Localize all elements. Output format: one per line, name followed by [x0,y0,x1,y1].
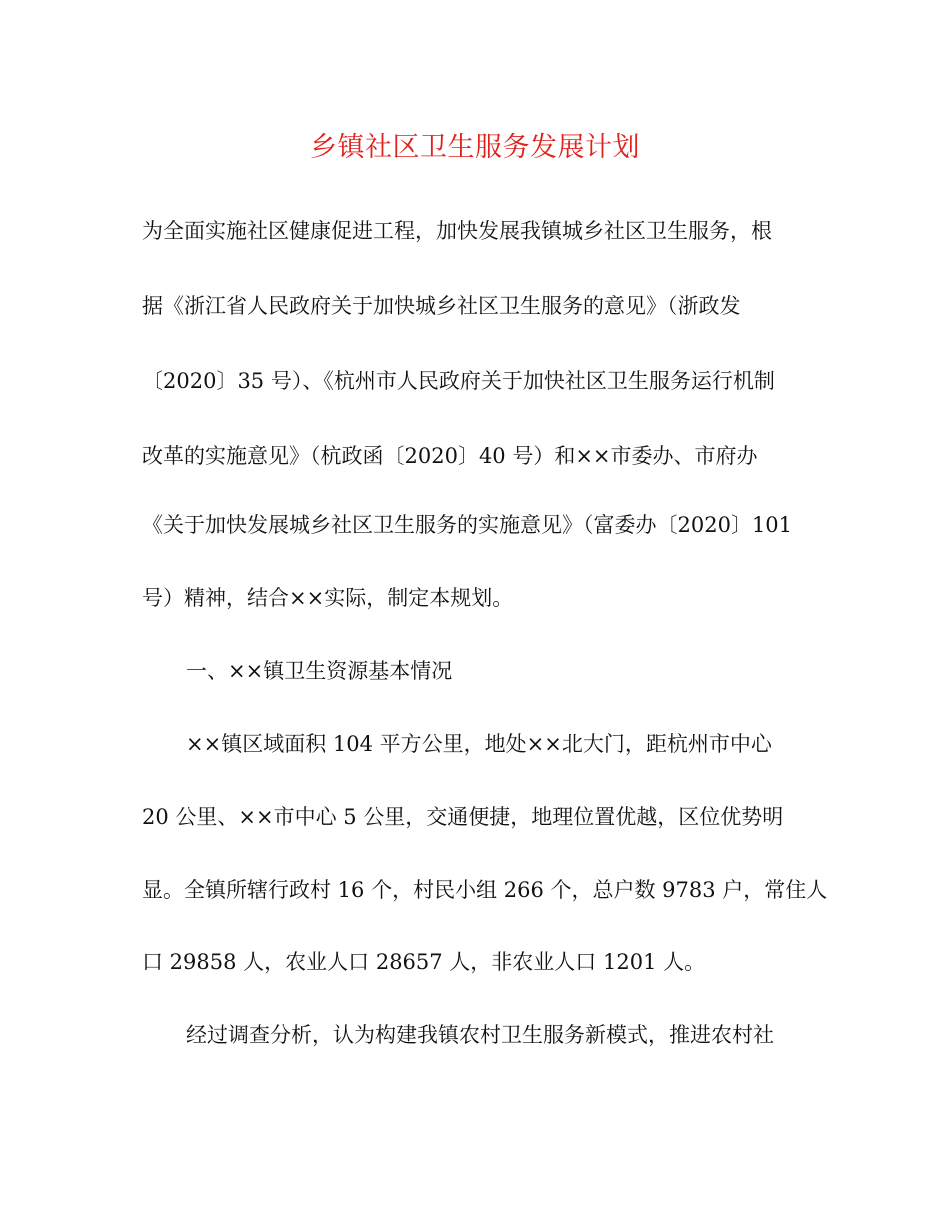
paragraph-line: 口 29858 人，农业人口 28657 人，非农业人口 1201 人。 [142,950,706,974]
paragraph-line: 改革的实施意见》（杭政函〔2020〕40 号）和××市委办、市府办 [142,444,758,468]
section-heading: 一、××镇卫生资源基本情况 [186,659,453,683]
paragraph-line: 〔2020〕35 号）、《杭州市人民政府关于加快社区卫生服务运行机制 [142,369,775,393]
paragraph-line: 据《浙江省人民政府关于加快城乡社区卫生服务的意见》（浙政发 [142,294,741,318]
document-title: 乡镇社区卫生服务发展计划 [310,132,640,163]
paragraph-line: 号）精神，结合××实际，制定本规划。 [142,586,514,610]
paragraph-line: ××镇区域面积 104 平方公里，地处××北大门，距杭州市中心 [186,732,772,756]
paragraph-line: 20 公里、××市中心 5 公里，交通便捷，地理位置优越，区位优势明 [142,805,784,829]
paragraph-line: 经过调查分析，认为构建我镇农村卫生服务新模式，推进农村社 [186,1023,774,1047]
paragraph-line: 《关于加快发展城乡社区卫生服务的实施意见》（富委办〔2020〕101 [142,513,793,537]
paragraph-line: 为全面实施社区健康促进工程，加快发展我镇城乡社区卫生服务，根 [142,219,772,243]
paragraph-line: 显。全镇所辖行政村 16 个，村民小组 266 个，总户数 9783 户，常住人 [142,878,828,902]
